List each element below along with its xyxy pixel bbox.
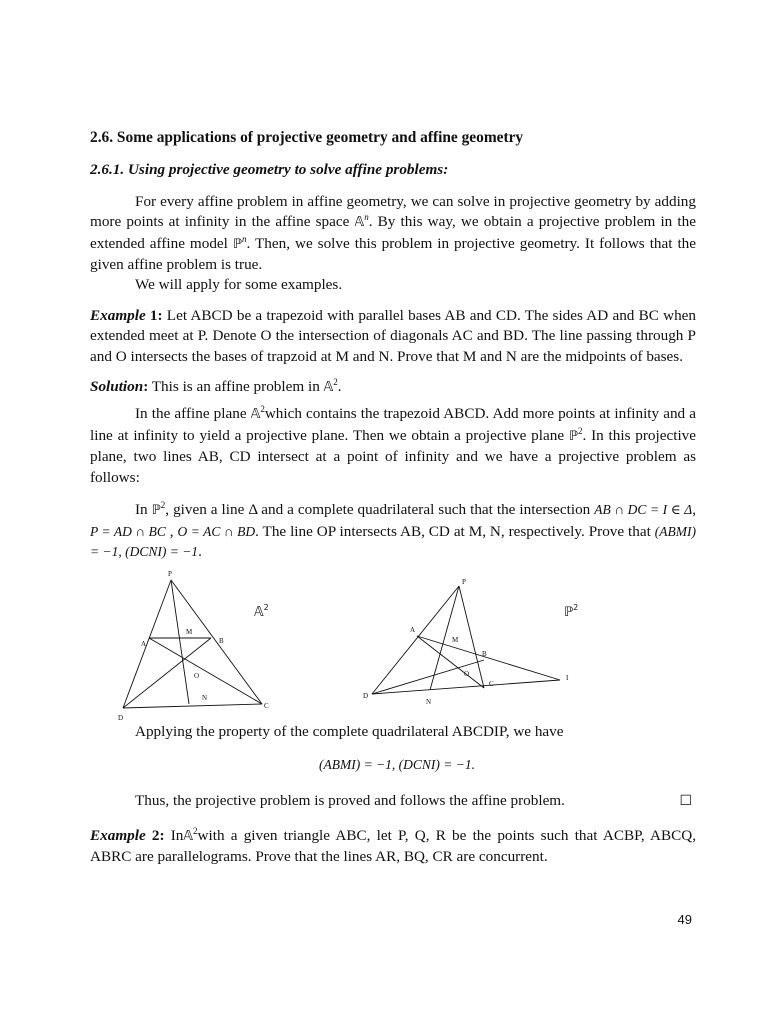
point-label-B: B xyxy=(219,637,224,646)
space-label-projective: ℙ$^2$ xyxy=(564,603,579,621)
point-label-O: O xyxy=(464,670,470,679)
solution: Solution: This is an affine problem in 𝔸$^2$. xyxy=(90,377,342,396)
point-label-M: M xyxy=(186,628,193,637)
point-label-I: I xyxy=(566,674,569,683)
example-2: Example 2: In𝔸$^2$with a given triangle ABC, let P, Q, R be the points such that ACBP, ABCQ, ABRC are parallelograms. Prove that the lines AR, BQ, CR are concurrent. xyxy=(90,825,696,865)
point-label-D: D xyxy=(363,692,369,701)
point-label-C: C xyxy=(264,702,269,711)
point-label-N: N xyxy=(202,694,208,703)
point-label-A: A xyxy=(410,626,416,635)
projective-quadrilateral-figure xyxy=(360,570,690,730)
space-label-affine: 𝔸$^2$ xyxy=(254,603,269,621)
plane-paragraph: In the affine plane 𝔸$^2$which contains the trapezoid ABCD. Add more points at infinity and a line at infinity to yield a projective plane. Then we obtain a projective plane ℙ$^2$. In this projective plane, two lines AB, CD intersect at a point of infinity and we have a projective problem as follows: xyxy=(90,404,696,486)
point-label-O: O xyxy=(194,672,200,681)
point-label-C: C xyxy=(489,680,494,689)
point-label-A: A xyxy=(141,640,147,649)
point-label-N: N xyxy=(426,698,432,707)
given-paragraph: In ℙ$^2$, given a line Δ and a complete quadrilateral such that the intersection AB ∩ DC = I ∈ Δ, P = AD ∩ BC , O = AC ∩ BD. The line OP intersects AB, CD at M, N, respectively. Prove that (ABMI) = −1, (DCNI) = −1. xyxy=(90,500,696,560)
qed-symbol: ☐ xyxy=(679,793,692,810)
point-label-D: D xyxy=(118,714,124,723)
applying-paragraph: Applying the property of the complete quadrilateral ABCDIP, we have xyxy=(135,723,564,741)
figures xyxy=(90,572,696,722)
subsection-heading: 2.6.1. Using projective geometry to solve affine problems: xyxy=(90,161,449,179)
section-heading: 2.6. Some applications of projective geometry and affine geometry xyxy=(90,129,524,146)
page-number: 49 xyxy=(677,912,692,927)
point-label-P: P xyxy=(168,570,172,579)
thus-paragraph: Thus, the projective problem is proved and follows the affine problem. ☐ xyxy=(90,791,696,811)
we-will-apply: We will apply for some examples. xyxy=(135,276,343,294)
point-label-M: M xyxy=(452,636,459,645)
result-formula: (ABMI) = −1, (DCNI) = −1. xyxy=(318,756,476,772)
page-body xyxy=(90,128,696,867)
example-1: Example 1: Let ABCD be a trapezoid with parallel bases AB and CD. The sides AD and BC when extended meet at P. Denote O the intersection of diagonals AC and BD. The line passing through P and O intersects the bases of trapzoid at M and N. Prove that M and N are the midpoints of bases. xyxy=(90,306,697,365)
point-label-B: B xyxy=(482,650,487,659)
intro-paragraph: For every affine problem in affine geometry, we can solve in projective geometry by adding more points at infinity in the affine space 𝔸$^n$. By this way, we obtain a projective problem in the extended affine model ℙ$^n$. Then, we solve this problem in projective geometry. It follows that the given affine problem is true. xyxy=(90,192,697,274)
point-label-P: P xyxy=(462,578,466,587)
